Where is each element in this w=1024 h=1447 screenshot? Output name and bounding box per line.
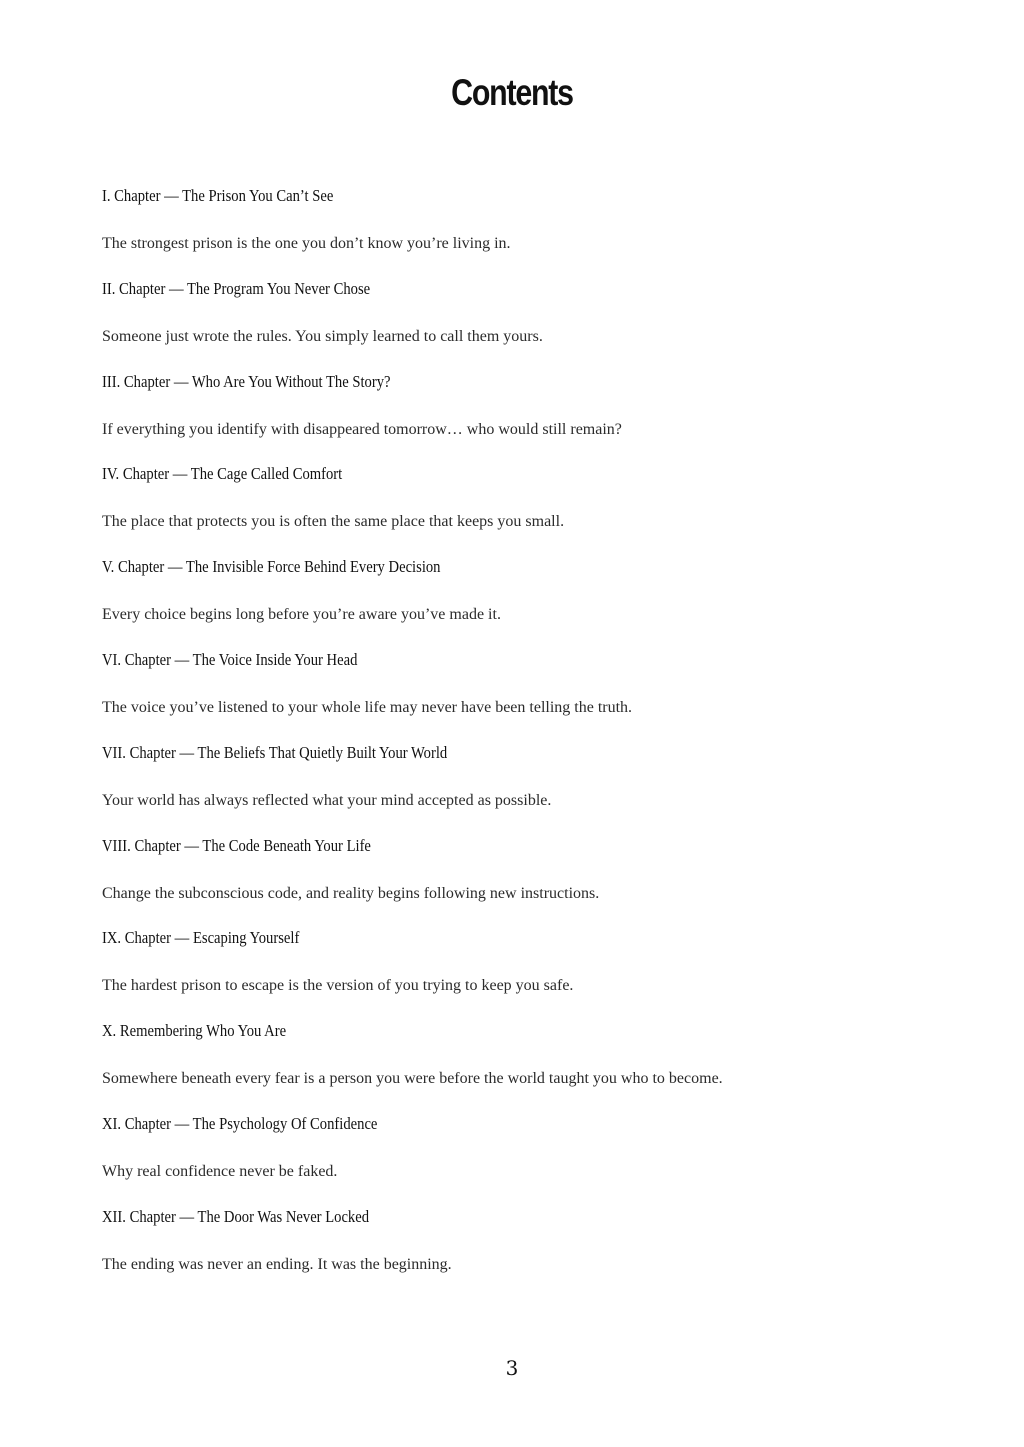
chapter-tagline: The strongest prison is the one you don’t know you’re living in. <box>102 235 511 252</box>
chapter-tagline: Change the subconscious code, and reality begins following new instructions. <box>102 884 600 902</box>
chapter-heading: V. Chapter — The Invisible Force Behind Every Decision <box>102 557 441 577</box>
chapter-tagline: The ending was never an ending. It was the beginning. <box>102 1255 452 1273</box>
table-of-contents <box>102 184 922 1298</box>
chapter-tagline: The hardest prison to escape is the version of you trying to keep you safe. <box>102 977 574 995</box>
chapter-heading: IV. Chapter — The Cage Called Comfort <box>102 464 343 484</box>
chapter-heading: VII. Chapter — The Beliefs That Quietly Built Your World <box>102 742 448 762</box>
toc-entry-11 <box>102 1112 922 1205</box>
page-title: Contents <box>451 72 573 113</box>
chapter-tagline: The place that protects you is often the same place that keeps you small. <box>102 513 565 531</box>
chapter-heading: II. Chapter — The Program You Never Chose <box>102 278 371 298</box>
toc-entry-1 <box>102 184 922 277</box>
chapter-tagline: Someone just wrote the rules. You simply learned to call them yours. <box>102 327 543 345</box>
toc-entry-12 <box>102 1205 922 1298</box>
chapter-heading: IX. Chapter — Escaping Yourself <box>102 928 300 948</box>
chapter-tagline: Somewhere beneath every fear is a person you were before the world taught you who to become. <box>102 1070 723 1088</box>
chapter-heading: VIII. Chapter — The Code Beneath Your Life <box>102 835 371 855</box>
toc-entry-8 <box>102 834 922 927</box>
chapter-heading: I. Chapter — The Prison You Can’t See <box>102 186 334 205</box>
toc-entry-10 <box>102 1019 922 1112</box>
chapter-tagline: The voice you’ve listened to your whole life may never have been telling the truth. <box>102 698 633 716</box>
chapter-heading: XI. Chapter — The Psychology Of Confidence <box>102 1113 378 1133</box>
toc-entry-9 <box>102 926 922 1019</box>
toc-entry-4 <box>102 462 922 555</box>
chapter-tagline: Your world has always reflected what your mind accepted as possible. <box>102 791 552 809</box>
toc-entry-5 <box>102 555 922 648</box>
chapter-heading: III. Chapter — Who Are You Without The Story? <box>102 371 391 391</box>
toc-entry-7 <box>102 741 922 834</box>
page-number: 3 <box>505 1356 519 1380</box>
toc-entry-2 <box>102 277 922 370</box>
toc-entry-3 <box>102 370 922 463</box>
chapter-tagline: If everything you identify with disappeared tomorrow… who would still remain? <box>102 420 622 438</box>
chapter-tagline: Every choice begins long before you’re aware you’ve made it. <box>102 606 501 624</box>
chapter-heading: XII. Chapter — The Door Was Never Locked <box>102 1206 370 1226</box>
chapter-tagline: Why real confidence never be faked. <box>102 1162 338 1180</box>
chapter-heading: VI. Chapter — The Voice Inside Your Head <box>102 649 358 669</box>
chapter-heading: X. Remembering Who You Are <box>102 1021 287 1041</box>
toc-entry-6 <box>102 648 922 741</box>
